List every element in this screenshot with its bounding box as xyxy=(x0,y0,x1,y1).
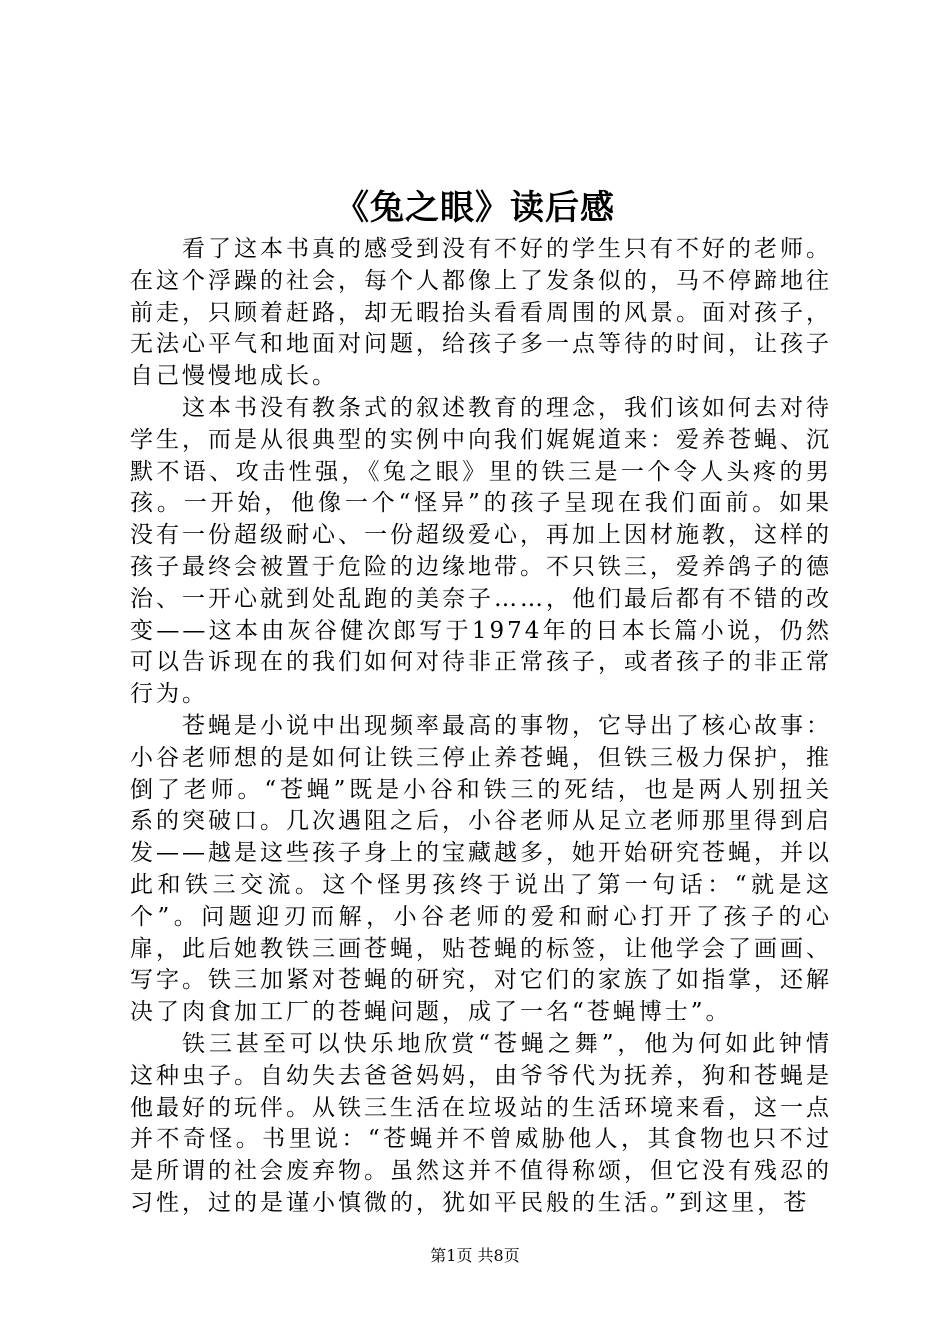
paragraph-4: 铁三甚至可以快乐地欣赏“苍蝇之舞”，他为何如此钟情这种虫子。自幼失去爸爸妈妈，由爷爷代为抚养，狗和苍蝇是他最好的玩伴。从铁三生活在垃圾站的生活环境来看，这一点并不奇怪。书里说：“苍蝇并不曾威胁他人，其食物也只不过是所谓的社会废弃物。虽然这并不值得称颂，但它没有残忍的习性，过的是谨小慎微的，犹如平民般的生活。”到这里，苍 xyxy=(130,1030,832,1216)
article-body xyxy=(130,234,832,1220)
page-title: 《兔之眼》读后感 xyxy=(335,188,615,228)
paragraph-3: 苍蝇是小说中出现频率最高的事物，它导出了核心故事：小谷老师想的是如何让铁三停止养苍蝇，但铁三极力保护，推倒了老师。“苍蝇”既是小谷和铁三的死结，也是两人别扭关系的突破口。几次遇阻之后，小谷老师从足立老师那里得到启发——越是这些孩子身上的宝藏越多，她开始研究苍蝇，并以此和铁三交流。这个怪男孩终于说出了第一句话：“就是这个”。问题迎刃而解，小谷老师的爱和耐心打开了孩子的心扉，此后她教铁三画苍蝇，贴苍蝇的标签，让他学会了画画、写字。铁三加紧对苍蝇的研究，对它们的家族了如指掌，还解决了肉食加工厂的苍蝇问题，成了一名“苍蝇博士”。 xyxy=(130,712,832,1026)
page-footer: 第1页 共8页 xyxy=(430,1246,520,1265)
paragraph-2: 这本书没有教条式的叙述教育的理念，我们该如何去对待学生，而是从很典型的实例中向我们娓娓道来：爱养苍蝇、沉默不语、攻击性强，《兔之眼》里的铁三是一个令人头疼的男孩。一开始，他像一个“怪异”的孩子呈现在我们面前。如果没有一份超级耐心、一份超级爱心，再加上因材施教，这样的孩子最终会被置于危险的边缘地带。不只铁三，爱养鸽子的德治、一开心就到处乱跑的美奈子……，他们最后都有不错的改变——这本由灰谷健次郎写于1974年的日本长篇小说，仍然可以告诉现在的我们如何对待非正常孩子，或者孩子的非正常行为。 xyxy=(130,394,832,708)
paragraph-1: 看了这本书真的感受到没有不好的学生只有不好的老师。在这个浮躁的社会，每个人都像上了发条似的，马不停蹄地往前走，只顾着赶路，却无暇抬头看看周围的风景。面对孩子，无法心平气和地面对问题，给孩子多一点等待的时间，让孩子自己慢慢地成长。 xyxy=(130,236,832,390)
